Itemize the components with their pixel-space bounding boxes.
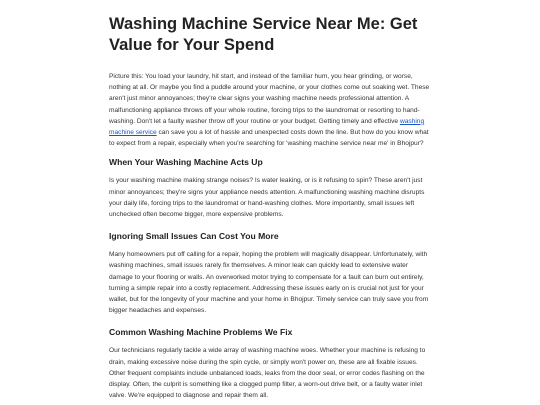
- intro-paragraph: [109, 71, 430, 149]
- section-body-ignoring-issues: Many homeowners put off calling for a repair, hoping the problem will magically disappear. Unfortunately, with washing machines, small issues rarely fix themselves. A minor leak can quickly lead to extensive water damage to your flooring or walls. An overworked motor trying to compensate for a fault can burn out entirely, turning a simple repair into a costly replacement. Addressing these issues early on is crucial not just for your wallet, but for the longevity of your machine and your home in Bhojpur. Timely service can truly save you from bigger headaches and expenses.: [109, 251, 429, 315]
- section-heading-common-problems: Common Washing Machine Problems We Fix: [109, 327, 293, 338]
- intro-text-before-link: Picture this: You load your laundry, hit start, and instead of the familiar hum, you hear grinding, or worse, nothing at all. Or maybe you find a puddle around your machine, or your clothes come out soaking wet. These aren't just minor annoyances; they're clear signs your washing machine needs professional attention. A malfunctioning appliance throws off your whole routine, forcing trips to the laundromat or resorting to hand-washing. Don't let a faulty washer throw off your routine or your budget. Getting timely and effective: [109, 73, 430, 125]
- section-heading-acts-up: When Your Washing Machine Acts Up: [109, 157, 263, 168]
- section-body-common-problems: Our technicians regularly tackle a wide array of washing machine woes. Whether your machine is refusing to drain, making excessive noise during the spin cycle, or simply won't power on, these are all fixable issues. Other frequent complaints include unbalanced loads, leaks from the door seal, or error codes flashing on the display. Often, the culprit is something like a clogged pump filter, a worn-out drive belt, or a faulty water inlet valve. We're equipped to diagnose and repair them all.: [109, 347, 426, 400]
- washing-machine-service-link[interactable]: washing machine service: [109, 117, 425, 137]
- intro-text-after-link: can save you a lot of hassle and unexpected costs down the line. But how do you know what to expect from a repair, especially when you're searching for 'washing machine service near me' in Bhojpur?: [109, 129, 429, 148]
- section-body-acts-up: Is your washing machine making strange noises? Is water leaking, or is it refusing to spin? These aren't just minor annoyances; they're signs your appliance needs attention. A malfunctioning washing machine disrupts your daily life, forcing trips to the laundromat or hand-washing clothes. More importantly, small issues left unchecked often become bigger, more expensive problems.: [109, 177, 425, 219]
- section-heading-ignoring-issues: Ignoring Small Issues Can Cost You More: [109, 231, 279, 242]
- article: [109, 14, 430, 401]
- page-title: Washing Machine Service Near Me: Get Value for Your Spend: [109, 15, 418, 54]
